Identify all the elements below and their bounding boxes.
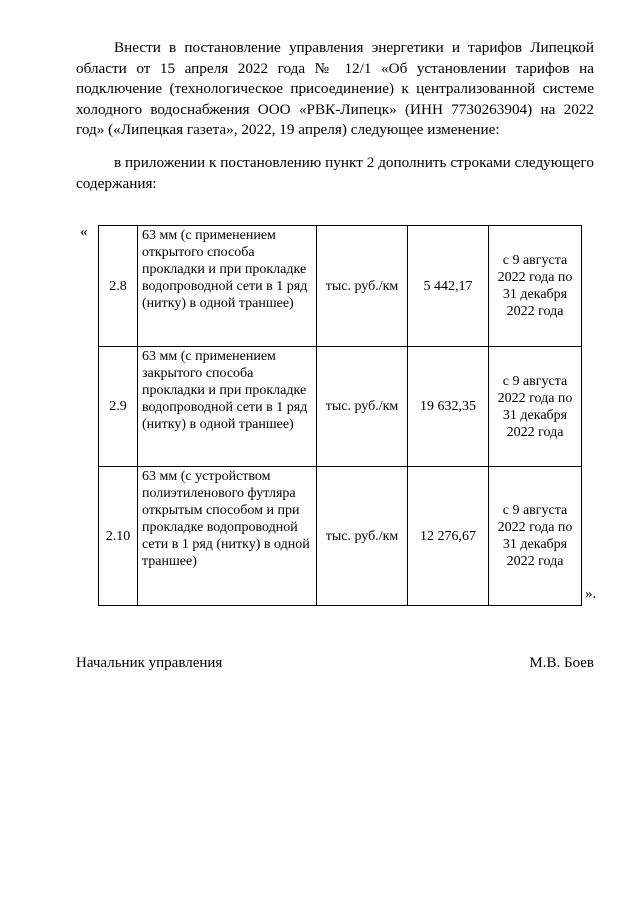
row-description: 63 мм (с применением открытого способа прокладки и при прокладке водопроводной сети в 1 ряд (нитку) в одной траншее) [138,226,317,347]
table-row [99,226,582,347]
opening-quote: « [80,224,88,240]
amendment-table [98,225,582,606]
table-row [99,467,582,606]
row-number: 2.10 [99,467,138,606]
appendix-paragraph: в приложении к постановлению пункт 2 дополнить строками следующего содержания: [76,154,594,192]
row-period: с 9 августа 2022 года по 31 декабря 2022 года [489,467,582,606]
intro-paragraph: Внести в постановление управления энергетики и тарифов Липецкой области от 15 апреля 2022 года № 12/1 «Об установлении тарифов на подключение (технологическое присоединение) к централизованной системе холодного водоснабжения ООО «РВК-Липецк» (ИНН 7730263904) на 2022 год» («Липецкая газета», 2022, 19 апреля) следующее изменение: [76,39,594,139]
row-period: с 9 августа 2022 года по 31 декабря 2022 года [489,347,582,467]
row-unit: тыс. руб./км [317,347,408,467]
closing-quote: ». [585,586,597,602]
signatory-name: М.В. Боев [529,655,594,671]
table-row [99,347,582,467]
row-unit: тыс. руб./км [317,226,408,347]
signatory-position: Начальник управления [76,655,223,671]
row-period: с 9 августа 2022 года по 31 декабря 2022 года [489,226,582,347]
row-number: 2.8 [99,226,138,347]
row-description: 63 мм (с применением закрытого способа прокладки и при прокладке водопроводной сети в 1 ряд (нитку) в одной траншее) [138,347,317,467]
row-unit: тыс. руб./км [317,467,408,606]
row-value: 12 276,67 [408,467,489,606]
row-value: 19 632,35 [408,347,489,467]
row-value: 5 442,17 [408,226,489,347]
row-description: 63 мм (с устройством полиэтиленового футляра открытым способом и при прокладке водопроводной сети в 1 ряд (нитку) в одной траншее) [138,467,317,606]
row-number: 2.9 [99,347,138,467]
